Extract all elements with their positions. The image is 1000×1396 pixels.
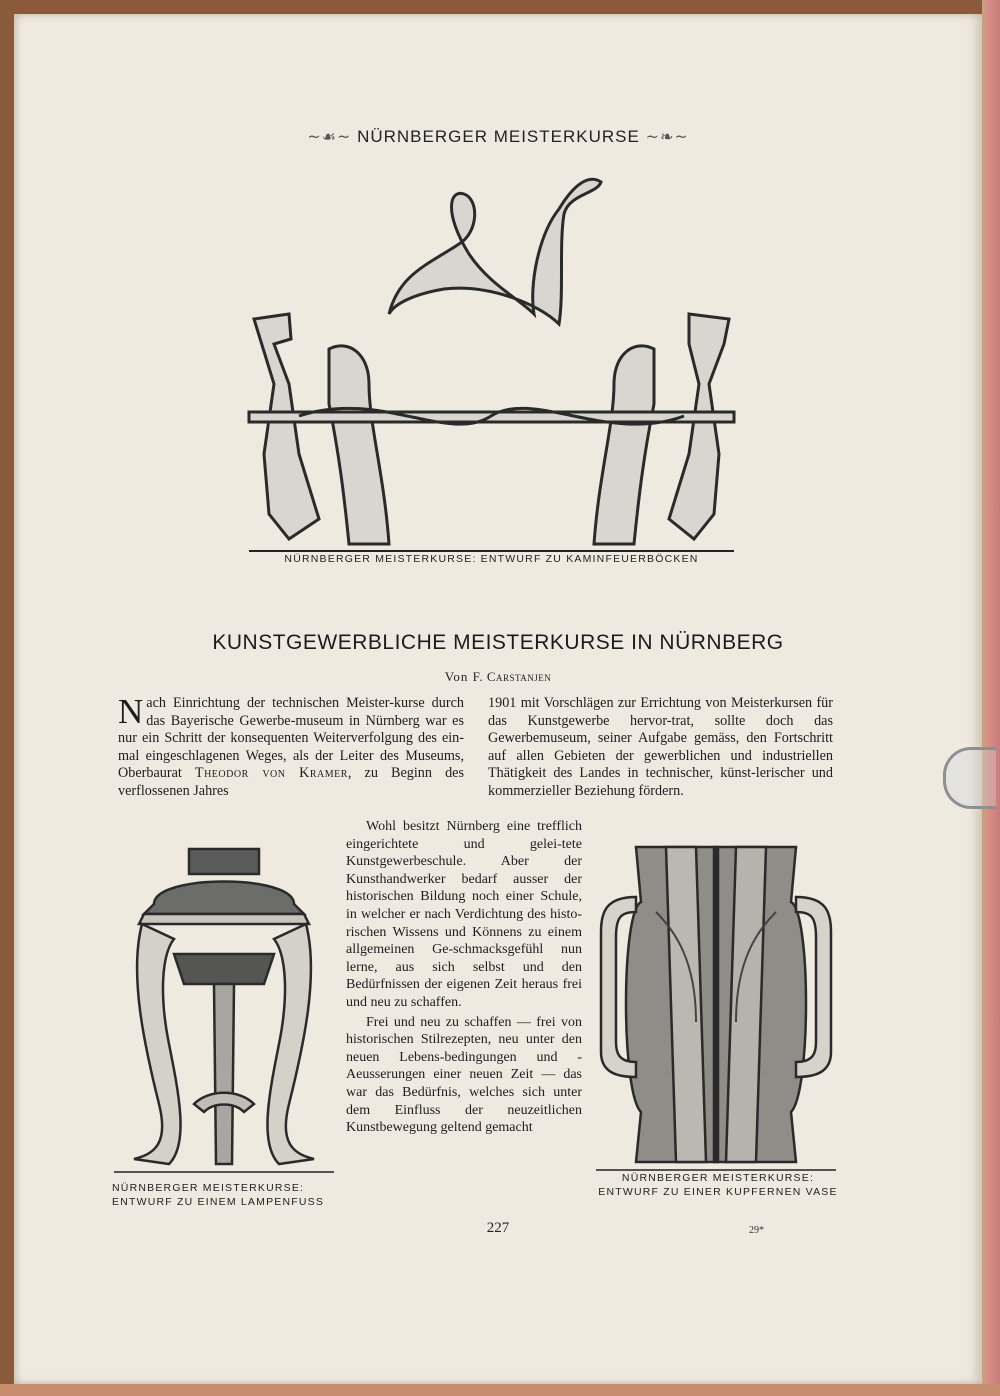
byline: [14, 669, 982, 685]
byline-author: F. Carstanjen: [472, 669, 552, 684]
figure-fire-dogs: [229, 154, 754, 554]
running-head-text: NÜRNBERGER MEISTERKURSE: [357, 127, 640, 146]
fire-dogs-illustration: [229, 154, 754, 554]
byline-prefix: Von: [444, 669, 473, 684]
person-name: Theodor von Kramer: [194, 765, 348, 782]
paragraph-1-text-a: ach Einrichtung der technischen Meister-kurse durch das Bayerische Gewerbe-museum in Nürnberg war es nur ein Schritt der konsequenten Weiterverfolgung des ein-mal eingeschlagenen Weges, als der Leiter des Museums, Oberbaurat: [118, 695, 464, 782]
paragraph-1: [118, 692, 464, 801]
page-number: 227: [486, 1220, 510, 1236]
caption-left-line1: NÜRNBERGER MEISTERKURSE:: [112, 1182, 305, 1194]
copper-vase-illustration: [596, 842, 836, 1172]
paragraph-1-text-b: , zu Beginn des verflossenen Jahres: [118, 765, 464, 799]
text-column-right: [488, 695, 833, 801]
paragraph-1-continued: 1901 mit Vorschlägen zur Errichtung von Meisterkursen für das Kunstgewerbe hervor-trat, sollte doch das Gewerbemuseum, seiner Aufgabe gemäss, den Fortschritt auf allen Gebieten der gewerblichen und industriellen Thätigkeit des Landes in technischer, künst-lerischer und kommerzieller Beziehung fördern.: [488, 695, 833, 799]
book-edge-bottom: [0, 1384, 1000, 1396]
signature-mark: 29*: [749, 1225, 764, 1236]
ornament-right-icon: ~❧~: [645, 127, 689, 146]
caption-left-line2: ENTWURF ZU EINEM LAMPENFUSS: [112, 1196, 325, 1208]
book-page: [14, 14, 982, 1384]
figure-caption-left: [112, 1181, 342, 1209]
lamp-foot-illustration: [114, 844, 334, 1174]
figure-lamp-foot: [114, 844, 334, 1174]
dropcap: N: [118, 692, 144, 731]
figure-caption-top: NÜRNBERGER MEISTERKURSE: ENTWURF ZU KAMINFEUERBÖCKEN: [284, 553, 699, 565]
ornament-left-icon: ~☙~: [307, 127, 352, 146]
figure-caption-right: [598, 1171, 838, 1199]
text-column-center: [346, 818, 582, 1137]
text-column-left: [118, 692, 464, 801]
caption-right-line2: ENTWURF ZU EINER KUPFERNEN VASE: [598, 1186, 838, 1198]
running-head: [14, 127, 982, 147]
paper-clip-icon: [943, 747, 996, 809]
paragraph-2: Wohl besitzt Nürnberg eine trefflich eingerichtete und gelei-tete Kunstgewerbeschule. Aber der Kunsthandwerker bedarf ausser der historischen Bildung noch einer Schule, in welcher er nach Verdichtung des histo-rischen Wissens und Könnens zu einem allgemeinen Ge-schmacksgefühl nun lerne, aus sich selbst und den Bedürfnissen der eigenen Zeit heraus frei und neu zu schaffen.: [346, 819, 582, 1010]
article-title: KUNSTGEWERBLICHE MEISTERKURSE IN NÜRNBERG: [212, 631, 784, 654]
figure-copper-vase: [596, 842, 836, 1172]
caption-right-line1: NÜRNBERGER MEISTERKURSE:: [621, 1172, 815, 1184]
paragraph-3: Frei und neu zu schaffen — frei von historischen Stilrezepten, neu unter den neuen Lebens-bedingungen und -Aeusserungen einer neuen Zeit — das war das Bedürfnis, welches sich unter dem Einfluss der neuzeitlichen Kunstbewegung geltend gemacht: [346, 1014, 582, 1136]
book-edge-right: [982, 0, 1000, 1396]
